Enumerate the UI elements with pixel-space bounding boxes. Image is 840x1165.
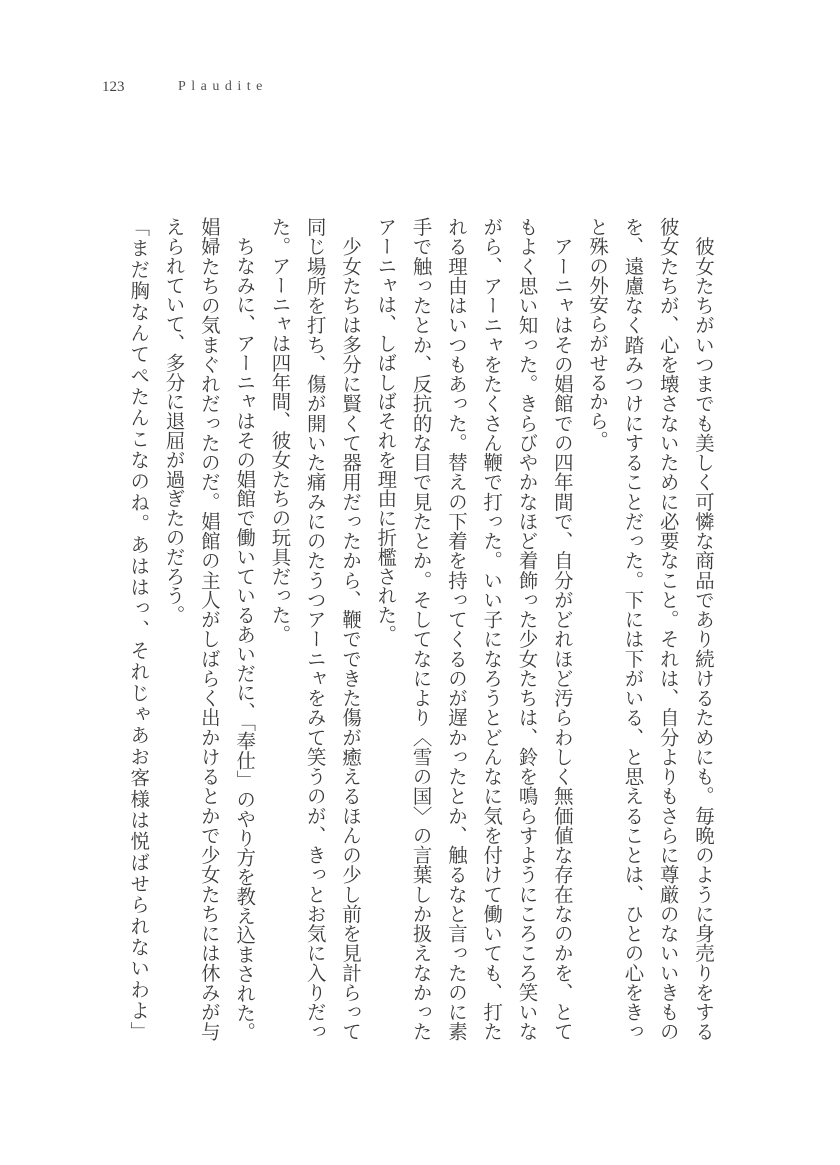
- page-number: 123: [102, 79, 125, 95]
- text-column: と殊の外安らがせるから。: [586, 217, 610, 450]
- text-column: アーニャはその娼館での四年間で、自分がどれほど汚らわしく無価値な存在なのかを、とて: [550, 217, 574, 1041]
- text-column: を、遠慮なく踏みつけにすることだった。下には下がいる、と思えることは、ひとの心をきっ: [621, 217, 645, 1041]
- text-column: た。アーニャは四年間、彼女たちの玩具だった。: [268, 217, 292, 644]
- text-column: 彼女たちが、心を壊さないために必要なこと。それは、自分よりもさらに尊厳のないいきもの: [656, 217, 680, 1041]
- text-column: えられていて、多分に退屈が過ぎたのだろう。: [162, 217, 186, 625]
- text-column: もよく思い知った。きらびやかなほど着飾った少女たちは、鈴を鳴らすようにころころ笑いな: [515, 217, 539, 1041]
- vertical-text-body: [121, 217, 721, 1041]
- text-column: ちなみに、アーニャはその娼館で働いているあいだに、「奉仕」のやり方を教え込まされた。: [233, 217, 257, 1042]
- text-column: 彼女たちがいつまでも美しく可憐な商品であり続けるためにも。毎晩のように身売りをする: [692, 217, 715, 1041]
- text-column: 同じ場所を打ち、傷が開いた痛みにのたうつアーニャをみて笑うのが、きっとお気に入りだっ: [303, 217, 327, 1041]
- text-column: アーニャは、しばしばそれを理由に折檻された。: [374, 217, 398, 644]
- text-column: 娼婦たちの気まぐれだったのだ。娼館の主人がしばらく出かけるとかで少女たちには休みが与: [197, 217, 221, 1041]
- text-column: 少女たちは多分に賢くて器用だったから、鞭でできた傷が癒えるほんの少し前を見計らって: [339, 217, 363, 1041]
- text-column: がら、アーニャをたくさん鞭で打った。いい子になろうとどんなに気を付けて働いても、打た: [480, 217, 504, 1041]
- running-title: Plaudite: [178, 79, 268, 94]
- text-column: 手で触ったとか、反抗的な目で見たとか。そしてなにより〈雪の国〉の言葉しか扱えなかった: [409, 217, 433, 1041]
- text-column: れる理由はいつもあった。替えの下着を持ってくるのが遅かったとか、触るなと言ったのに素: [444, 217, 468, 1041]
- text-column: 「まだ胸なんてぺたんこなのね。あははっ、それじゃあお客様は悦ばせられないわよ」: [127, 217, 151, 1041]
